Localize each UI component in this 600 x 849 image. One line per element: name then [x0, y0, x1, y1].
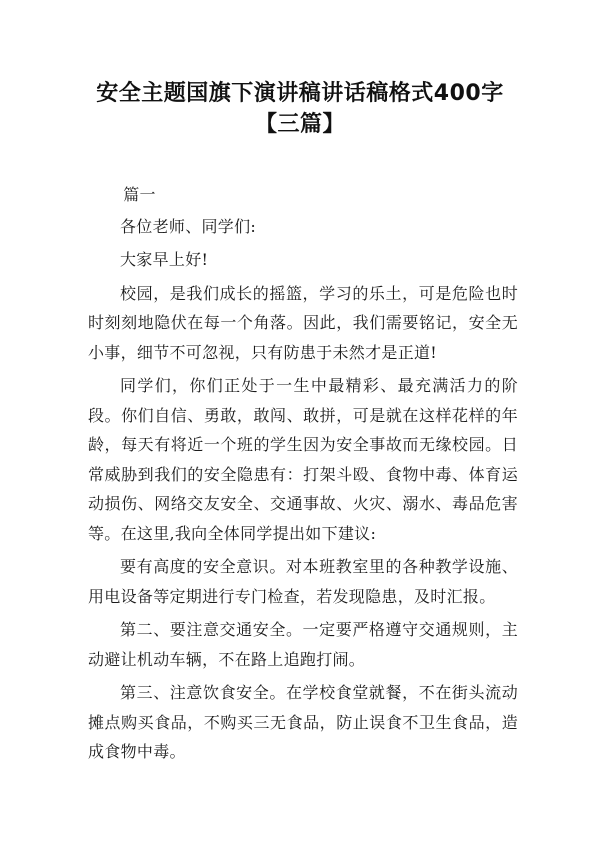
document-title: 安全主题国旗下演讲稿讲话稿格式400字 — [96, 81, 504, 106]
paragraph: 第三、注意饮食安全。在学校食堂就餐，不在街头流动摊点购买食品，不购买三无食品，防止误食不卫生食品，造成食物中毒。 — [88, 683, 518, 761]
paragraph: 要有高度的安全意识。对本班教室里的各种教学设施、用电设备等定期进行专门检查，若发现隐患，及时汇报。 — [88, 557, 518, 606]
document-subtitle: 【三篇】 — [254, 112, 345, 137]
document-body — [88, 180, 518, 771]
greeting: 大家早上好! — [120, 250, 209, 269]
paragraph: 第二、要注意交通安全。一定要严格遵守交通规则，主动避让机动车辆，不在路上追跑打闹。 — [88, 620, 518, 669]
salutation: 各位老师、同学们: — [120, 216, 257, 236]
paragraph: 校园，是我们成长的摇篮，学习的乐土，可是危险也时时刻刻地隐伏在每一个角落。因此，我们需要铭记，安全无小事，细节不可忽视，只有防患于未然才是正道! — [88, 283, 518, 362]
section-heading: 篇一 — [123, 185, 156, 204]
paragraph: 同学们，你们正处于一生中最精彩、最充满活力的阶段。你们自信、勇敢，敢闯、敢拼，可是就在这样花样的年龄，每天有将近一个班的学生因为安全事故而无缘校园。日常威胁到我们的安全隐患有：打架斗殴、食物中毒、体育运动损伤、网络交友安全、交通事故、火灾、溺水、毒品危害等。在这里,我向全体同学提出如下建议: — [88, 376, 518, 543]
